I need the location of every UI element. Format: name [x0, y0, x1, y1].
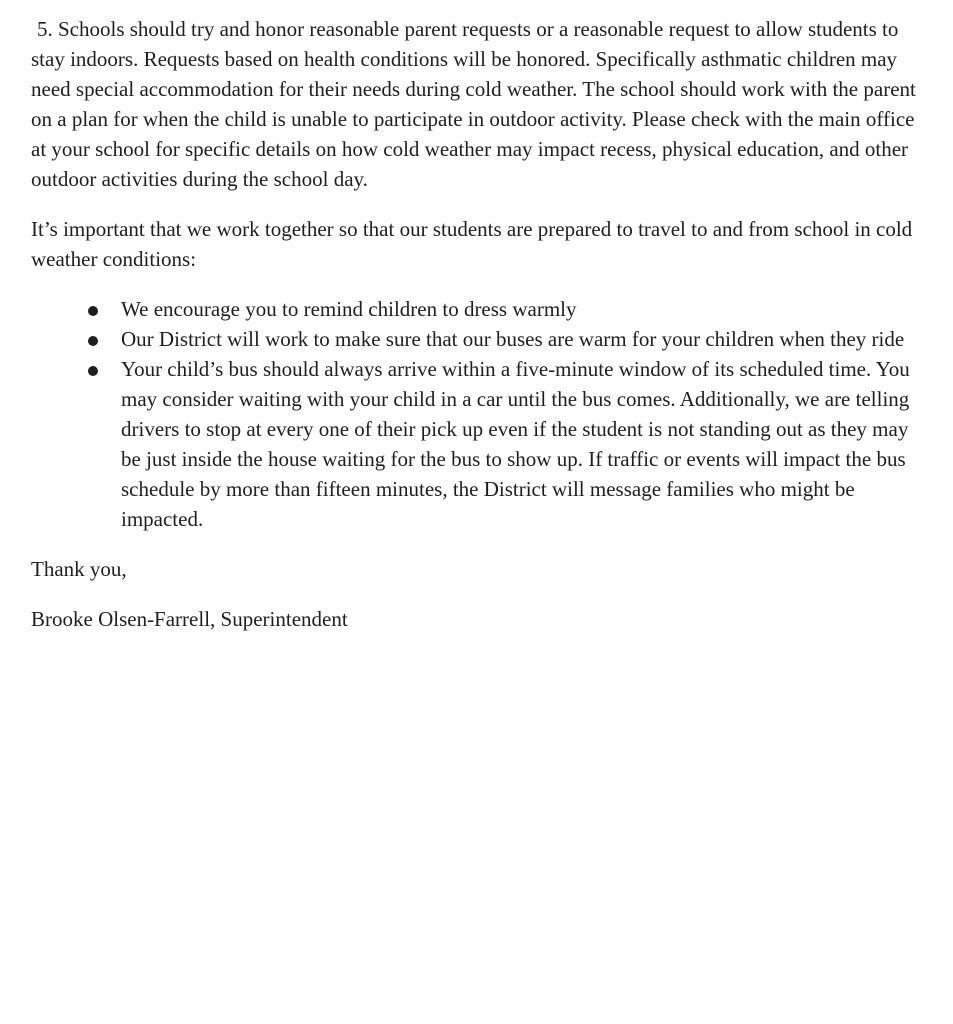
list-item	[31, 354, 923, 534]
intro-paragraph: It’s important that we work together so that our students are prepared to travel to and from school in cold weather conditions:	[31, 217, 913, 271]
bullet-icon	[88, 306, 98, 316]
numbered-paragraph-5: 5. Schools should try and honor reasonable parent requests or a reasonable request to allow students to stay indoors. Requests based on health conditions will be honored. Specifically asthmatic children may need special accommodation for their needs during cold weather. The school should work with the parent on a plan for when the child is unable to participate in outdoor activity. Please check with the main office at your school for specific details on how cold weather may impact recess, physical education, and other outdoor activities during the school day.	[31, 17, 916, 191]
list-item-text: We encourage you to remind children to dress warmly	[121, 297, 577, 321]
list-item-text: Your child’s bus should always arrive within a five-minute window of its scheduled time. You may consider waiting with your child in a car until the bus comes. Additionally, we are telling drivers to stop at every one of their pick up even if the student is not standing out as they may be just inside the house waiting for the bus to show up. If traffic or events will impact the bus schedule by more than fifteen minutes, the District will message families who might be impacted.	[121, 357, 910, 531]
list-item	[31, 294, 923, 324]
letter-document	[31, 14, 923, 654]
closing-line: Thank you,	[31, 557, 127, 581]
list-item	[31, 324, 923, 354]
signature-line: Brooke Olsen-Farrell, Superintendent	[31, 607, 348, 631]
recommendations-list	[31, 294, 923, 534]
bullet-icon	[88, 336, 98, 346]
list-item-text: Our District will work to make sure that our buses are warm for your children when they ride	[121, 327, 905, 351]
bullet-icon	[88, 366, 98, 376]
